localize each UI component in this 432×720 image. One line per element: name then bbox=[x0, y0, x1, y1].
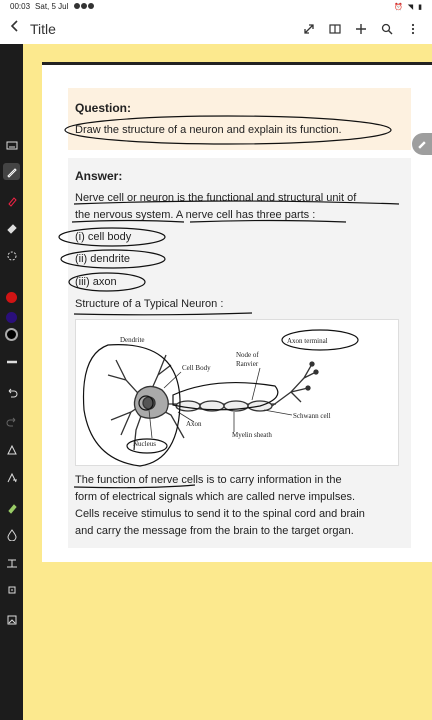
function-line-2: form of electrical signals which are called nerve impulses. bbox=[75, 491, 356, 503]
wifi-icon: ◥ bbox=[407, 3, 414, 11]
status-time: 00:03 bbox=[10, 2, 31, 11]
add-icon[interactable] bbox=[354, 22, 368, 36]
lasso-icon[interactable] bbox=[3, 247, 20, 264]
label-dendrite: Dendrite bbox=[120, 336, 145, 344]
answer-heading: Answer: bbox=[75, 169, 123, 183]
more-options-icon[interactable] bbox=[406, 22, 420, 36]
stamp-icon[interactable] bbox=[3, 581, 20, 598]
color-black-swatch[interactable] bbox=[5, 328, 18, 341]
water-drop-icon[interactable] bbox=[3, 526, 20, 543]
question-box bbox=[68, 88, 411, 150]
question-text: Draw the structure of a neuron and explain its function. bbox=[75, 124, 342, 136]
status-date: Sat, 5 Jul bbox=[35, 2, 69, 11]
part-cell-body: (i) cell body bbox=[75, 231, 132, 243]
page-title[interactable]: Title bbox=[30, 20, 56, 37]
neuron-diagram bbox=[75, 319, 399, 466]
function-line-1: The function of nerve cells is to carry information in the bbox=[75, 474, 342, 486]
keyboard-icon[interactable] bbox=[3, 136, 20, 153]
highlighter-icon[interactable] bbox=[3, 192, 20, 209]
notification-icons bbox=[73, 2, 94, 11]
answer-line-2: the nervous system. A nerve cell has three parts : bbox=[75, 209, 316, 221]
pen-edge-button[interactable] bbox=[412, 133, 432, 155]
function-line-4: and carry the message from the brain to the target organ. bbox=[75, 525, 354, 537]
drawing-toolbar bbox=[0, 44, 23, 720]
expand-icon[interactable] bbox=[302, 22, 316, 36]
pen-icon[interactable] bbox=[3, 163, 20, 180]
question-heading: Question: bbox=[75, 101, 131, 115]
function-line-3: Cells receive stimulus to send it to the spinal cord and brain bbox=[75, 508, 365, 520]
structure-title: Structure of a Typical Neuron : bbox=[75, 298, 224, 310]
color-red-swatch[interactable] bbox=[6, 292, 17, 303]
redo-icon[interactable] bbox=[3, 412, 20, 429]
reading-mode-icon[interactable] bbox=[328, 22, 342, 36]
answer-line-1: Nerve cell or neuron is the functional and structural unit of bbox=[75, 192, 357, 204]
undo-icon[interactable] bbox=[3, 383, 20, 400]
color-indigo-swatch[interactable] bbox=[6, 312, 17, 323]
label-axon-terminal: Axon terminal bbox=[287, 337, 328, 345]
eraser-icon[interactable] bbox=[3, 219, 20, 236]
label-node-of: Node of bbox=[236, 351, 259, 359]
system-icons bbox=[394, 3, 432, 11]
search-icon[interactable] bbox=[380, 22, 394, 36]
battery-icon: ▮ bbox=[418, 3, 422, 11]
marker-icon[interactable] bbox=[3, 499, 20, 516]
label-schwann-cell: Schwann cell bbox=[293, 412, 331, 420]
label-ranvier: Ranvier bbox=[236, 360, 259, 368]
part-axon: (iii) axon bbox=[75, 276, 117, 288]
image-insert-icon[interactable] bbox=[3, 611, 20, 628]
alarm-icon: ⏰ bbox=[394, 3, 403, 11]
part-dendrite: (ii) dendrite bbox=[75, 253, 131, 265]
shape-pen-icon[interactable] bbox=[3, 441, 20, 458]
shape-eraser-icon[interactable] bbox=[3, 469, 20, 486]
status-bar bbox=[0, 0, 432, 13]
app-bar bbox=[0, 13, 432, 44]
back-arrow-icon[interactable] bbox=[0, 19, 30, 38]
label-cell-body: Cell Body bbox=[182, 364, 211, 372]
stroke-width-icon[interactable] bbox=[3, 353, 20, 370]
label-nucleus: Nucleus bbox=[133, 440, 156, 448]
text-box-icon[interactable] bbox=[3, 554, 20, 571]
label-myelin-sheath: Myelin sheath bbox=[232, 431, 272, 439]
label-axon: Axon bbox=[186, 420, 202, 428]
